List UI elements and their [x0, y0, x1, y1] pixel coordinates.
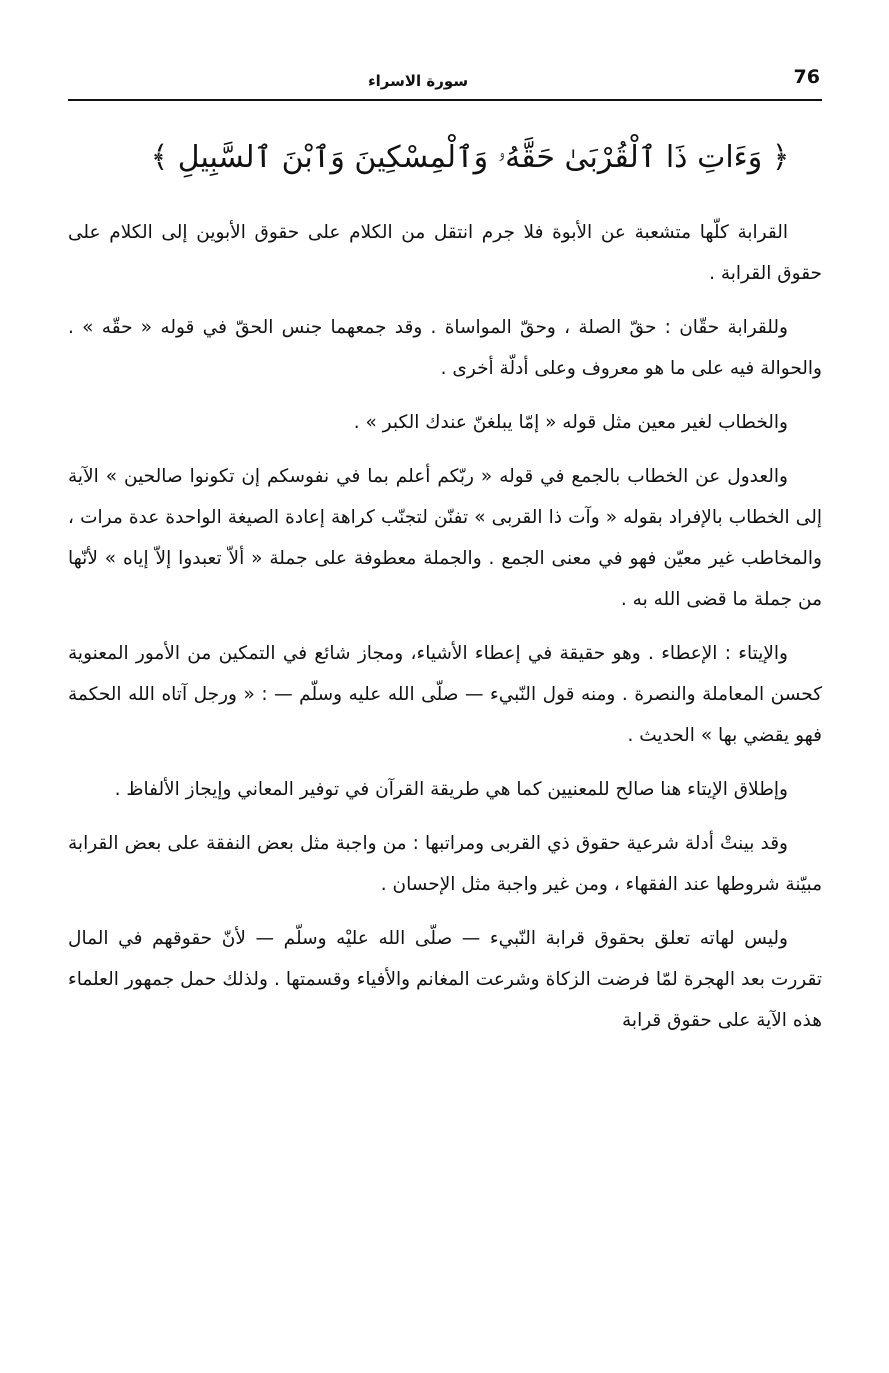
paragraph: والخطاب لغير معين مثل قوله « إمّا يبلغنّ عندك الكبر » . [353, 412, 788, 433]
header-rule [68, 99, 822, 101]
running-head: سورة الاسراء [368, 72, 469, 90]
paragraph: وقد بينتْ أدلة شرعية حقوق ذي القربى ومراتبها : من واجبة مثل بعض النفقة على بعض القرابة مبيّنة شروطها عند الفقهاء ، ومن غير واجبة مثل الإحسان . [68, 833, 822, 895]
page-header [68, 62, 822, 102]
paragraph: والإيتاء : الإعطاء . وهو حقيقة في إعطاء الأشياء، ومجاز شائع في التمكين من الأمور المعنوية كحسن المعاملة والنصرة . ومنه قول النّبيء — صلّى الله عليه وسلّم — : « ورجل آتاه الله الحكمة فهو يقضي بها » الحديث . [68, 643, 822, 746]
quran-verse [120, 128, 820, 188]
paragraph: وإطلاق الإيتاء هنا صالح للمعنيين كما هي طريقة القرآن في توفير المعاني وإيجاز الألفاظ . [114, 779, 788, 800]
commentary-body [68, 212, 822, 1054]
paragraph: القرابة كلّها متشعبة عن الأبوة فلا جرم انتقل من الكلام على حقوق الأبوين إلى الكلام على حقوق القرابة . [68, 222, 822, 284]
verse-close-bracket: ﴾ [150, 140, 169, 175]
paragraph: والعدول عن الخطاب بالجمع في قوله « ربّكم أعلم بما في نفوسكم إن تكونوا صالحين » الآية إلى الخطاب بالإفراد بقوله « وآت ذا القربى » تفنّن لتجنّب كراهة إعادة الصيغة الواحدة عدة مرات ، والمخاطب غير معيّن فهو في معنى الجمع . والجملة معطوفة على جملة « ألاّ تعبدوا إلاّ إياه » لأنّها من جملة ما قضى الله به . [68, 466, 822, 610]
paragraph: وللقرابة حقّان : حقّ الصلة ، وحقّ المواساة . وقد جمعهما جنس الحقّ في قوله « حقّه » . والحوالة فيه على ما هو معروف وعلى أدلّة أخرى . [68, 317, 822, 379]
page-number: 76 [793, 66, 820, 88]
verse-text: وَءَاتِ ذَا ٱلْقُرْبَىٰ حَقَّهُۥ وَٱلْمِسْكِينَ وَٱبْنَ ٱلسَّبِيلِ [177, 140, 763, 175]
paragraph: وليس لهاته تعلق بحقوق قرابة النّبيء — صلّى الله عليْه وسلّم — لأنّ حقوقهم في المال تقررت بعد الهجرة لمّا فرضت الزكاة وشرعت المغانم والأفياء وقسمتها . ولذلك حمل جمهور العلماء هذه الآية على حقوق قرابة [68, 928, 822, 1031]
verse-open-bracket: ﴿ [771, 140, 790, 175]
